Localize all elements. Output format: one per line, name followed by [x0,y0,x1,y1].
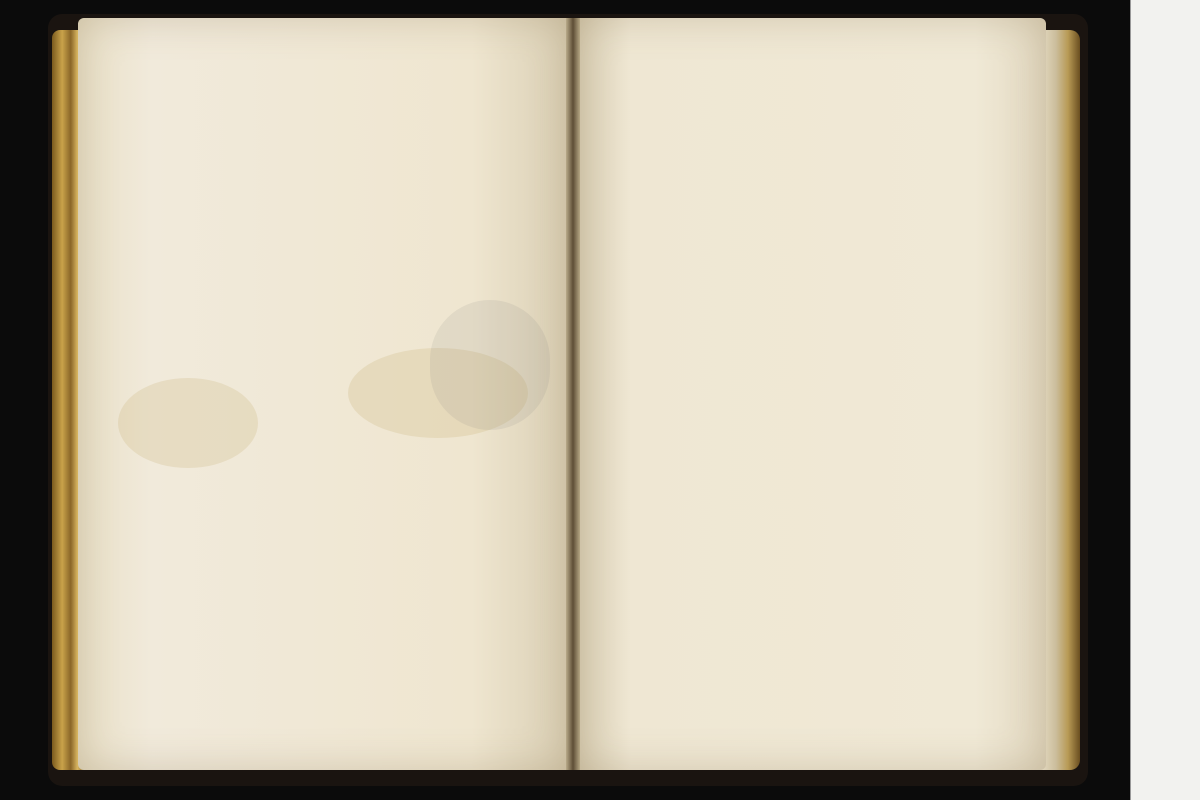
paper-stain [118,378,258,468]
right-page [574,18,1046,770]
watermark-logo [430,300,550,430]
book-gutter [566,18,580,770]
measurement-ruler [1130,0,1200,800]
page-edges-right [1040,30,1080,770]
